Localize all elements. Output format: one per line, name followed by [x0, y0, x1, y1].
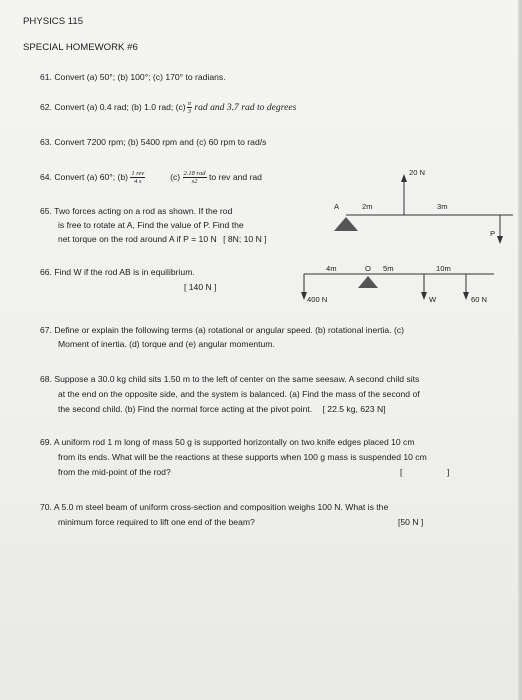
rev-per-second-fraction: [130, 170, 145, 185]
question-65-line2: is free to rotate at A, Find the value of P. Find the: [58, 220, 244, 230]
question-66-answer: [ 140 N ]: [184, 282, 217, 292]
fraction-denominator: 3: [187, 108, 191, 115]
question-65-line3: [58, 234, 267, 245]
question-70-line2: minimum force required to lift one end of the beam?: [58, 517, 255, 527]
fig66-force-w: W: [429, 295, 437, 304]
fraction-denominator: 4 s: [134, 178, 142, 185]
question-63: 63. Convert 7200 rpm; (b) 5400 rpm and (c) 60 rpm to rad/s: [40, 137, 267, 147]
question-69-line2: from its ends. What will be the reactions at these supports when 100 g mass is suspended 10 cm: [58, 452, 427, 462]
question-69-answer-open: [: [400, 467, 403, 477]
fraction-denominator: s2: [191, 178, 198, 185]
question-70-line1: 70. A 5.0 m steel beam of uniform cross-section and composition weighs 100 N. What is the: [40, 502, 389, 512]
force-20n-arrowhead: [401, 174, 407, 182]
force-w-arrowhead: [421, 292, 427, 300]
fraction-numerator: 1 rev: [131, 170, 145, 177]
force-60n-arrowhead: [463, 292, 469, 300]
fig66-dist-5m: 5m: [383, 264, 394, 273]
question-68-line3: [58, 404, 386, 415]
question-67-line1: 67. Define or explain the following terms (a) rotational or angular speed. (b) rotational inertia. (c): [40, 325, 404, 335]
question-66: 66. Find W if the rod AB is in equilibrium.: [40, 267, 195, 277]
fig65-force-p: P: [490, 229, 496, 238]
question-69-answer-close: ]: [447, 467, 450, 477]
question-64-c-label: (c): [170, 171, 181, 182]
question-62-prefix: 62. Convert (a) 0.4 rad; (b) 1.0 rad; (c): [40, 101, 186, 112]
fig65-dist-2m: 2m: [362, 202, 373, 211]
question-65-answer: [ 8N; 10 N ]: [223, 234, 267, 244]
question-62-suffix: rad and 3.7 rad to degrees: [194, 101, 297, 113]
fig66-force-400n: 400 N: [307, 295, 328, 304]
question-68-line2: at the end on the opposite side, and the system is balanced. (a) Find the mass of the second of: [58, 389, 420, 399]
fig66-label-o: O: [365, 264, 371, 273]
fig66-dist-10m: 10m: [436, 264, 451, 273]
force-p-arrowhead: [497, 236, 503, 244]
question-68-answer: [ 22.5 kg, 623 N]: [322, 404, 386, 414]
fig65-label-a: A: [334, 202, 340, 211]
question-68-line3-text: the second child. (b) Find the normal force acting at the pivot point.: [58, 404, 313, 414]
question-65-line3-text: net torque on the rod around A if P = 10 N: [58, 234, 217, 244]
question-65-line1: 65. Two forces acting on a rod as shown. If the rod: [40, 206, 233, 216]
fraction-numerator: 2.18 rad: [183, 170, 206, 177]
question-70-answer: [50 N ]: [398, 517, 424, 527]
question-62: [40, 100, 296, 115]
question-69-line3: from the mid-point of the rod?: [58, 467, 171, 477]
pivot-o-triangle: [358, 276, 378, 288]
rad-per-second-squared-fraction: [183, 170, 207, 185]
page-edge: [518, 0, 522, 700]
fig65-dist-3m: 3m: [437, 202, 448, 211]
fig66-force-60n: 60 N: [471, 295, 488, 304]
question-61: 61. Convert (a) 50°; (b) 100°; (c) 170° to radians.: [40, 72, 226, 82]
question-64: [40, 170, 262, 185]
question-69-line1: 69. A uniform rod 1 m long of mass 50 g is supported horizontally on two knife edges placed 10 cm: [40, 437, 415, 447]
course-title: PHYSICS 115: [23, 16, 84, 27]
fig66-dist-4m: 4m: [326, 264, 337, 273]
pivot-a-triangle: [334, 217, 358, 231]
question-68-line1: 68. Suppose a 30.0 kg child sits 1.50 m to the left of center on the same seesaw. A second child sits: [40, 374, 420, 384]
homework-title: SPECIAL HOMEWORK #6: [23, 42, 138, 53]
question-64-suffix: to rev and rad: [208, 171, 262, 182]
fraction-numerator: π: [187, 100, 191, 107]
fig65-force-20n: 20 N: [409, 168, 426, 177]
pi-over-3-fraction: [187, 100, 192, 115]
question-64-prefix: 64. Convert (a) 60°; (b): [40, 171, 128, 182]
question-67-line2: Moment of inertia. (d) torque and (e) angular momentum.: [58, 339, 275, 349]
